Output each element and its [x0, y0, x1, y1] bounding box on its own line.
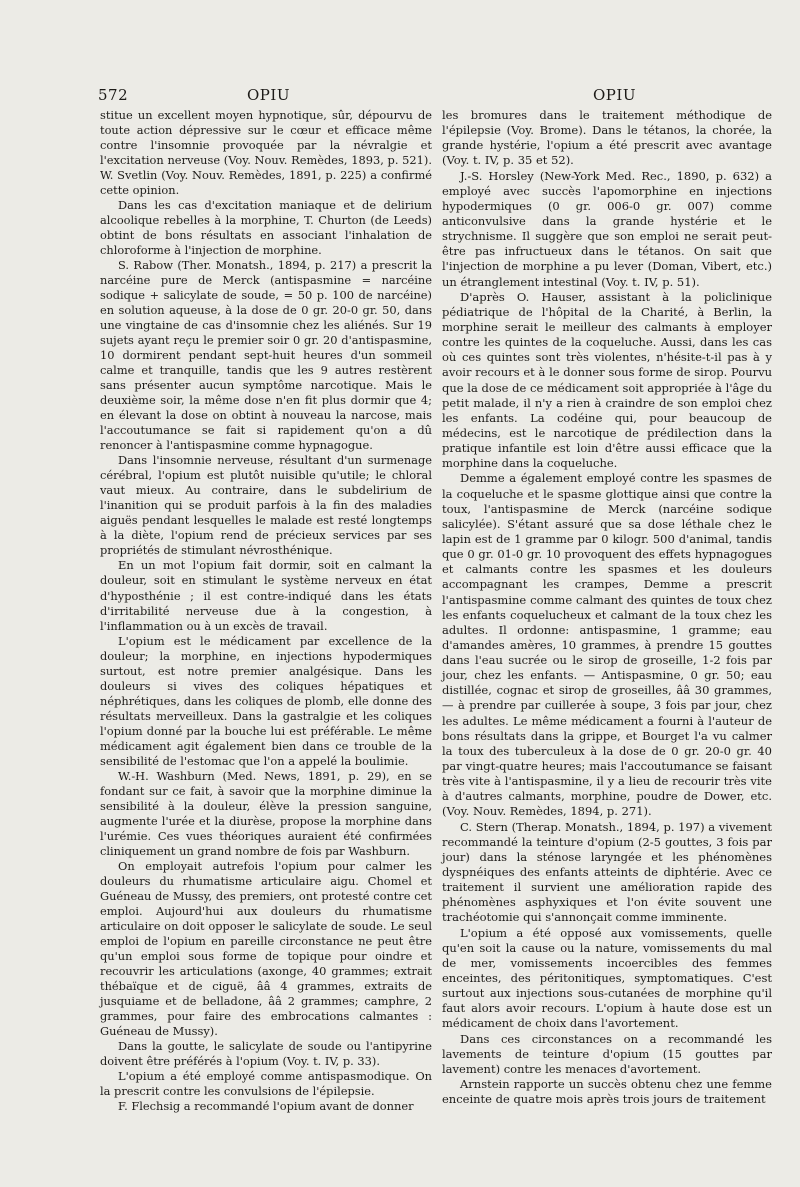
- paragraph: D'après O. Hauser, assistant à la policlinique pédiatrique de l'hôpital de la Charité, à Berlin, la morphine serait le meilleur des calmants à employer contre les quintes de la coqueluche. Aussi, dans les cas où ces quintes sont très violentes, n'hésite-t-il pas à y avoir recours et à le donner sous forme de sirop. Pourvu que la dose de ce médicament soit appropriée à l'âge du petit malade, il n'y a rien à craindre de son emploi chez les enfants. La codéine qui, pour beaucoup de médecins, est le narcotique de prédilection dans la pratique infantile est loin d'être aussi efficace que la morphine dans la coqueluche.: [442, 289, 772, 471]
- paragraph: En un mot l'opium fait dormir, soit en calmant la douleur, soit en stimulant le système nerveux en état d'hyposthénie ; il est contre-indiqué dans les états d'irritabilité nerveuse due à la congestion, à l'inflammation ou à un excès de travail.: [100, 558, 432, 633]
- running-title-right: OPIU: [593, 86, 636, 104]
- left-column: [100, 108, 432, 1114]
- paragraph: L'opium a été opposé aux vomissements, quelle qu'en soit la cause ou la nature, vomissements du mal de mer, vomissements incoercibles des femmes enceintes, des péritonitiques, symptomatiques. C'est surtout aux injections sous-cutanées de morphine qu'il faut alors avoir recours. L'opium à haute dose est un médicament de choix dans l'avortement.: [442, 925, 772, 1031]
- paragraph: les bromures dans le traitement méthodique de l'épilepsie (Voy. Brome). Dans le tétanos, la chorée, la grande hystérie, l'opium a été prescrit avec avantage (Voy. t. IV, p. 35 et 52).: [442, 108, 772, 168]
- right-column: [442, 108, 772, 1107]
- paragraph: F. Flechsig a recommandé l'opium avant de donner: [118, 1099, 414, 1114]
- running-title-left: OPIU: [247, 86, 290, 104]
- paragraph: L'opium est le médicament par excellence de la douleur; la morphine, en injections hypodermiques surtout, est notre premier analgésique. Dans les douleurs si vives des coliques hépatiques et néphrétiques, dans les coliques de plomb, elle donne des résultats merveilleux. Dans la gastralgie et les coliques l'opium donné par la bouche lui est préférable. Le même médicament agit également bien dans ce trouble de la sensibilité de l'estomac que l'on a appelé la boulimie.: [100, 633, 432, 768]
- paragraph: On employait autrefois l'opium pour calmer les douleurs du rhumatisme articulaire aigu. Chomel et Guéneau de Mussy, des premiers, ont protesté contre cet emploi. Aujourd'hui aux douleurs du rhumatisme articulaire on doit opposer le salicylate de soude. Le seul emploi de l'opium en pareille circonstance ne peut être qu'un emploi sous forme de topique pour oindre et recouvrir les articulations (axonge, 40 grammes; extrait thébaïque et de ciguë, ââ 4 grammes, extraits de jusquiame et de belladone, ââ 2 grammes; camphre, 2 grammes, pour faire des embrocations calmantes : Guéneau de Mussy).: [100, 858, 432, 1038]
- page-number: 572: [98, 86, 129, 104]
- paragraph: Dans l'insomnie nerveuse, résultant d'un surmenage cérébral, l'opium est plutôt nuisible qu'utile; le chloral vaut mieux. Au contraire, dans le subdelirium de l'inanition qui se produit parfois à la fin des maladies aiguës pendant lesquelles le malade est resté longtemps à la diète, l'opium rend de précieux services par ses propriétés de stimulant névrosthénique.: [100, 453, 432, 558]
- paragraph: Dans les cas d'excitation maniaque et de delirium alcoolique rebelles à la morphine, T. Churton (de Leeds) obtint de bons résultats en associant l'inhalation de chloroforme à l'injection de morphine.: [100, 198, 432, 258]
- paragraph: Dans ces circonstances on a recommandé les lavements de teinture d'opium (15 gouttes par lavement) contre les menaces d'avortement.: [442, 1031, 772, 1076]
- paragraph: J.-S. Horsley (New-York Med. Rec., 1890, p. 632) a employé avec succès l'apomorphine en injections hypodermiques (0 gr. 006-0 gr. 007) comme anticonvulsive dans la grande hystérie et le strychnisme. Il suggère que son emploi ne serait peut-être pas infructueux dans le tétanos. On sait que l'injection de morphine a pu lever (Doman, Vibert, etc.) un étranglement intestinal (Voy. t. IV, p. 51).: [442, 168, 772, 289]
- paragraph: C. Stern (Therap. Monatsh., 1894, p. 197) a vivement recommandé la teinture d'opium (2-5 gouttes, 3 fois par jour) dans la sténose laryngée et les phénomènes dyspnéiques des enfants atteints de diphtérie. Avec ce traitement il survient une amélioration rapide des phénomènes asphyxiques et l'on évite souvent une trachéotomie qui s'annonçait comme imminente.: [442, 819, 772, 925]
- paragraph: stitue un excellent moyen hypnotique, sûr, dépourvu de toute action dépressive sur le cœur et efficace même contre l'insomnie provoquée par la névralgie et l'excitation nerveuse (Voy. Nouv. Remèdes, 1893, p. 521). W. Svetlin (Voy. Nouv. Remèdes, 1891, p. 225) a confirmé cette opinion.: [100, 108, 432, 198]
- paragraph: Arnstein rapporte un succès obtenu chez une femme enceinte de quatre mois après trois jours de traitement: [442, 1077, 772, 1107]
- paragraph: Demme a également employé contre les spasmes de la coqueluche et le spasme glottique ainsi que contre la toux, l'antispasmine de Merck (narcéine sodique salicylée). S'étant assuré que sa dose léthale chez le lapin est de 1 gramme par 0 kilogr. 500 d'animal, tandis que 0 gr. 01-0 gr. 10 provoquent des effets hypnagogues et calmants contre les spasmes et les douleurs accompagnant les crampes, Demme a prescrit l'antispasmine comme calmant des quintes de toux chez les enfants coquelucheux et calmant de la toux chez les adultes. Il ordonne: antispasmine, 1 gramme; eau d'amandes amères, 10 grammes, à prendre 15 gouttes dans l'eau sucrée ou le sirop de groseille, 1-2 fois par jour, chez les enfants. — Antispasmine, 0 gr. 50; eau distillée, cognac et sirop de groseilles, ââ 30 grammes, — à prendre par cuillerée à soupe, 3 fois par jour, chez les adultes. Le même médicament a fourni à l'auteur de bons résultats dans la grippe, et Bourget l'a vu calmer la toux des tuberculeux à la dose de 0 gr. 20-0 gr. 40 par vingt-quatre heures; mais l'accoutumance se faisant très vite à l'antispasmine, il y a lieu de recourir très vite à d'autres calmants, morphine, poudre de Dower, etc. (Voy. Nouv. Remèdes, 1894, p. 271).: [442, 471, 772, 819]
- page-header: [0, 86, 800, 108]
- paragraph: Dans la goutte, le salicylate de soude ou l'antipyrine doivent être préférés à l'opium (Voy. t. IV, p. 33).: [100, 1038, 432, 1068]
- paragraph: S. Rabow (Ther. Monatsh., 1894, p. 217) a prescrit la narcéine pure de Merck (antispasmine = narcéine sodique + salicylate de soude, = 50 p. 100 de narcéine) en solution aqueuse, à la dose de 0 gr. 20-0 gr. 50, dans une vingtaine de cas d'insomnie chez les aliénés. Sur 19 sujets ayant reçu le premier soir 0 gr. 20 d'antispasmine, 10 dormirent pendant sept-huit heures d'un sommeil calme et tranquille, tandis que les 9 autres restèrent sans présenter aucun symptôme narcotique. Mais le deuxième soir, la même dose n'en fit plus dormir que 4; en élevant la dose on obtint à nouveau la narcose, mais l'accoutumance se fait si rapidement qu'on a dû renoncer à l'antispasmine comme hypnagogue.: [100, 258, 432, 453]
- paragraph: W.-H. Washburn (Med. News, 1891, p. 29), en se fondant sur ce fait, à savoir que la morphine diminue la sensibilité à la douleur, élève la pression sanguine, augmente l'urée et la diurèse, propose la morphine dans l'urémie. Ces vues théoriques auraient été confirmées cliniquement un grand nombre de fois par Washburn.: [100, 768, 432, 858]
- paragraph: L'opium a été employé comme antispasmodique. On la prescrit contre les convulsions de l'épilepsie.: [100, 1069, 432, 1099]
